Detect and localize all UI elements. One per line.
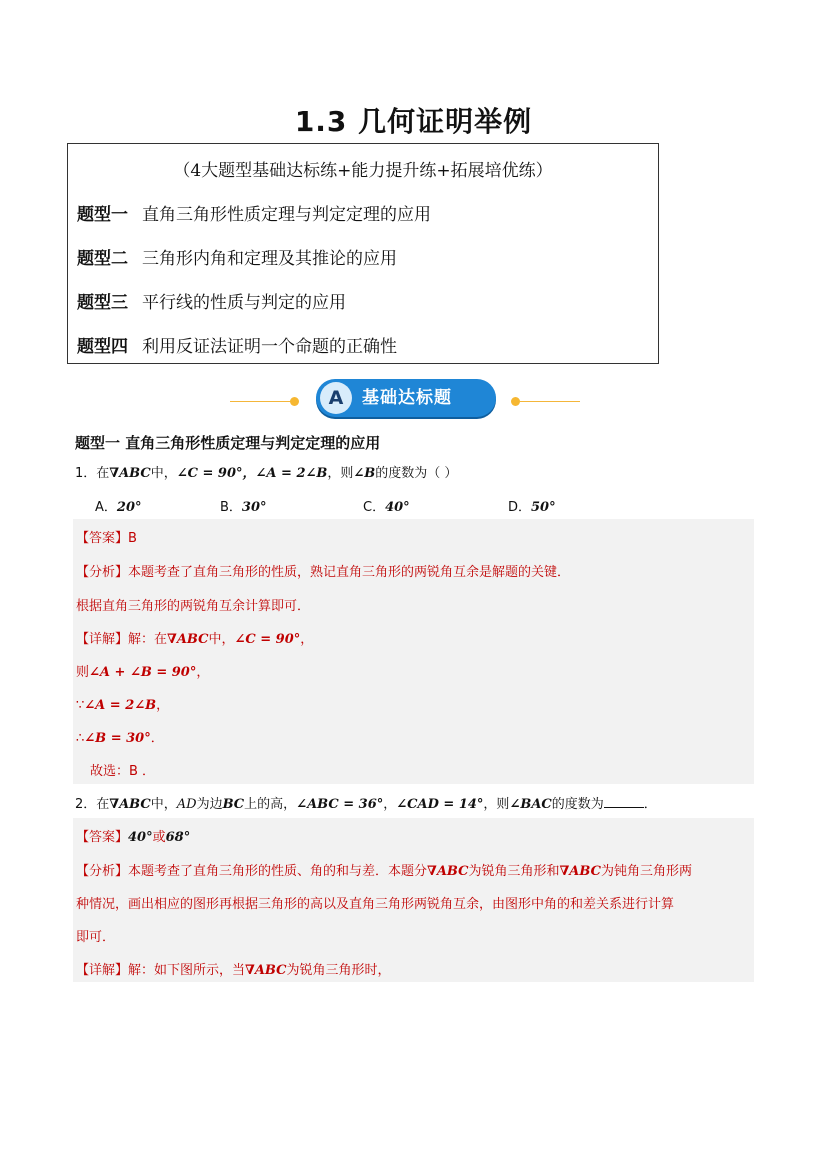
answer-value: 40° <box>128 830 153 845</box>
text: 中， <box>150 797 177 812</box>
detail-line <box>76 628 313 647</box>
answer-blank <box>604 795 644 808</box>
banner-left-dot <box>290 397 299 406</box>
toc-item-2 <box>77 244 397 269</box>
section-banner <box>230 379 580 419</box>
analysis-line <box>76 595 310 614</box>
option-b <box>220 496 267 515</box>
banner-right-line <box>520 401 580 402</box>
option-value: 40° <box>385 500 410 515</box>
math-condition: ∠CAD = 14° <box>396 797 484 812</box>
text: ， <box>300 632 314 647</box>
banner-letter-badge: A <box>320 382 352 414</box>
option-d <box>508 496 556 515</box>
toc-item-text: 利用反证法证明一个命题的正确性 <box>142 337 397 357</box>
math-triangle: ∇ABC <box>109 466 151 481</box>
analysis-line <box>76 561 570 580</box>
option-letter: B． <box>220 500 242 515</box>
text: 2．在 <box>75 797 110 812</box>
math-triangle: ∇ABC <box>167 632 209 647</box>
answer-tag: 【答案】 <box>76 531 129 546</box>
banner-left-line <box>230 401 292 402</box>
option-a <box>95 496 142 515</box>
math-angle: ∠B <box>353 466 376 481</box>
detail-tag: 【详解】 <box>76 632 129 647</box>
text: 为锐角三角形时， <box>286 963 391 978</box>
toc-item-tag: 题型三 <box>77 293 128 313</box>
math-expr: ∠C = 90° <box>234 632 301 647</box>
math-segment: AD <box>176 797 197 812</box>
answer-value: 68° <box>165 830 191 845</box>
text: 或 <box>152 830 166 845</box>
math-condition: ∠C = 90°，∠A = 2∠B <box>176 466 328 481</box>
math-expr: ∠A = 2∠B <box>84 698 157 713</box>
analysis-tag: 【分析】 <box>76 565 129 580</box>
toc-item-text: 直角三角形性质定理与判定定理的应用 <box>142 205 431 225</box>
answer-line <box>76 826 190 845</box>
toc-item-tag: 题型四 <box>77 337 128 357</box>
text: 则 <box>76 665 90 680</box>
answer-tag: 【答案】 <box>76 830 129 845</box>
math-segment: BC <box>222 797 245 812</box>
toc-item-4 <box>77 332 397 357</box>
toc-item-text: 平行线的性质与判定的应用 <box>142 293 346 313</box>
text: 的度数为（ ） <box>375 466 458 481</box>
question-1 <box>75 462 457 481</box>
option-c <box>363 496 410 515</box>
detail-line <box>76 727 164 746</box>
analysis-text: 根据直角三角形的两锐角互余计算即可． <box>76 599 311 614</box>
option-value: 20° <box>116 500 142 515</box>
text: 1．在 <box>75 466 110 481</box>
detail-line <box>76 694 169 713</box>
analysis-text: 本题考查了直角三角形的性质，熟记直角三角形的两锐角互余是解题的关键． <box>128 565 571 580</box>
option-value: 30° <box>241 500 267 515</box>
option-letter: A． <box>95 500 117 515</box>
option-letter: D． <box>508 500 532 515</box>
analysis-line <box>76 860 692 879</box>
conclusion-line: 故选：B ． <box>90 764 156 779</box>
analysis-text: 为锐角三角形和 <box>468 864 560 879</box>
text: ，则 <box>327 466 354 481</box>
because-symbol: ∵ <box>76 698 85 713</box>
therefore-symbol: ∴ <box>76 731 85 746</box>
text: ． <box>643 797 657 812</box>
math-triangle: ∇ABC <box>245 963 287 978</box>
banner-right-dot <box>511 397 520 406</box>
toc-item-1 <box>77 200 431 225</box>
detail-line <box>76 661 209 680</box>
toc-item-tag: 题型一 <box>77 205 128 225</box>
toc-subtitle: （4大题型基础达标练+能力提升练+拓展培优练） <box>173 161 553 181</box>
detail-tag: 【详解】 <box>76 963 129 978</box>
answer-value: B <box>128 531 137 546</box>
page-title: 1.3 几何证明举例 <box>294 105 533 138</box>
question-2 <box>75 793 657 812</box>
text: ， <box>383 797 397 812</box>
answer-line <box>76 527 137 546</box>
math-triangle: ∇ABC <box>109 797 151 812</box>
option-value: 50° <box>531 500 556 515</box>
math-angle: ∠BAC <box>509 797 552 812</box>
analysis-tag: 【分析】 <box>76 864 129 879</box>
analysis-text: 为钝角三角形两 <box>600 864 692 879</box>
option-letter: C． <box>363 500 386 515</box>
math-triangle: ∇ABC <box>559 864 601 879</box>
text: ， <box>156 698 170 713</box>
math-expr: ∠A + ∠B = 90° <box>89 665 197 680</box>
toc-item-tag: 题型二 <box>77 249 128 269</box>
text: ． <box>150 731 164 746</box>
analysis-text: 本题考查了直角三角形的性质、角的和与差．本题分 <box>128 864 428 879</box>
text: 中， <box>150 466 177 481</box>
toc-item-3 <box>77 288 346 313</box>
text: 解：在 <box>128 632 168 647</box>
toc-item-text: 三角形内角和定理及其推论的应用 <box>142 249 397 269</box>
analysis-line: 即可． <box>76 930 116 945</box>
answer-box-1 <box>73 519 754 784</box>
text: 中， <box>208 632 235 647</box>
text: ， <box>196 665 210 680</box>
math-expr: ∠B = 30° <box>84 731 151 746</box>
text: 为边 <box>196 797 223 812</box>
banner-label: 基础达标题 <box>362 388 452 408</box>
analysis-line: 种情况，画出相应的图形再根据三角形的高以及直角三角形两锐角互余，由图形中角的和差关系进行计算 <box>76 897 675 912</box>
math-condition: ∠ABC = 36° <box>296 797 384 812</box>
text: ，则 <box>483 797 510 812</box>
text: 解：如下图所示，当 <box>128 963 246 978</box>
section-heading: 题型一 直角三角形性质定理与判定定理的应用 <box>75 434 381 452</box>
toc-box <box>67 143 659 364</box>
text: 的度数为 <box>551 797 604 812</box>
math-triangle: ∇ABC <box>427 864 469 879</box>
text: 上的高， <box>244 797 297 812</box>
detail-line <box>76 959 391 978</box>
